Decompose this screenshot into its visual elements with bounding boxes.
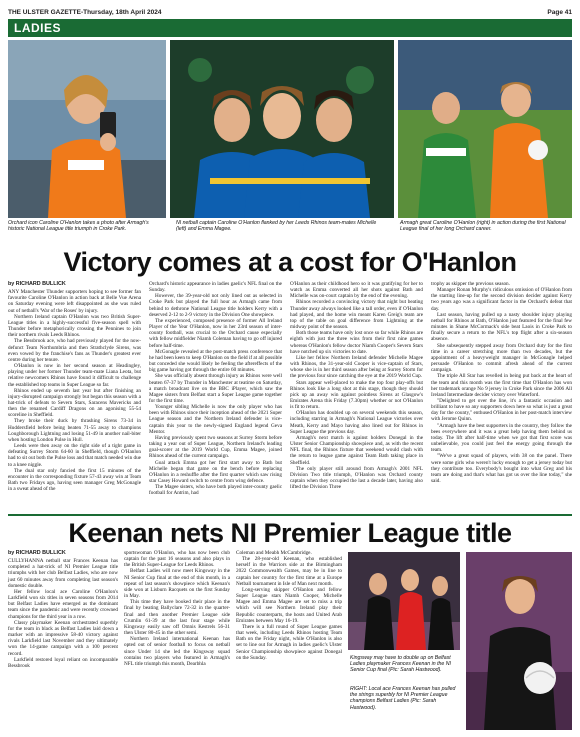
- story1-paragraph: Armagh's next match is against holders Donegal in the Ulster Senior Championship showpiece and, as with the recent NFL final, the Rhinos fixture that weekend would clash with the return to league game against Team Bath taking place in Sheffield.: [290, 434, 423, 466]
- story2-paragraph: sportswoman O'Hanlon, who has now been club captain for the past 16 seasons and also plays in the British Super-League for Leeds Rhinos.: [124, 550, 230, 569]
- story2-paragraph: CULLYHANNA netball star Frances Keenan has completed a hat-trick of NI Premier League title triumphs with her club Belfast Ladies, who are now just 60 minutes away from completing last season's domestic double.: [8, 558, 118, 589]
- story1-paragraph: The dual star only fancied the first 15 minutes of the encounter in the corresponding fixture 57-43 away win at Team Bath two Fridays ago, having seen manager Greg McGonagle in a sweat ahead of the: [8, 467, 141, 493]
- story1-paragraph: Northern Ireland captain O'Hanlon was two British Super-League titles in a highly-successful five-season spell with Thunder before metaphorically crossing the Pennines to join their northern rivals Leeds Rhinos.: [8, 313, 141, 339]
- story2-paragraph: The 28-year-old Keenan, who established herself in the Warriors side at the Birmingham 2022 Commonwealth Games, may be in line to captain her country for the first time at a Europe Netball tournament in Isle of Man next month.: [236, 556, 342, 587]
- photo-rhinos-teammates: [170, 40, 394, 218]
- story1-paragraph: trophy as skipper the previous season.: [431, 281, 510, 287]
- story1-paragraph: The only player still around from Armagh's 2001 NFL Division Two title triumph, O'Hanlon was Orchard county captain when they occupied the last a decade later, having also lifted the Division Three: [290, 465, 423, 491]
- story1-paragraph: Younger sibling Michelle is now the only player who has been with Rhinos since their inception ahead of the 2021 Super League season and the Northern Ireland defender is vice-captain this year to the newly-signed England legend Geva Mentor.: [149, 404, 282, 435]
- story1-paragraph: The Magee sisters, who have both played inter-county gaelic football for Antrim, had: [149, 484, 282, 497]
- story2-byline: by RICHARD BULLICK: [8, 550, 66, 556]
- story2-paragraph: Larkfield restored loyal reliant on incomparable Bessbrook: [8, 656, 118, 669]
- photo-caroline-selfie: [8, 40, 166, 218]
- story1-paragraph: Rhinos ended up seventh last year but after finishing an injury-disrupted campaign strongly but began this season with a hat-trick of defeats to Severn Stars, Saracens Mavericks and then the renamed Cardiff Dragons on an agonising 55-54 scoreline in Sheffield.: [8, 387, 141, 419]
- story2-paragraph: Long-serving skipper O'Hanlon and fellow Super League stars Niamh Cooper, Michelle Magee and Emma Magee are set to miss a trip which will see Northern Ireland play their Republic counterparts, the hosts and United Arab Emirates between May 16-19.: [236, 586, 342, 624]
- paper-date: THE ULSTER GAZETTE-Thursday, 18th April 2024: [8, 8, 162, 16]
- story1-paragraph: Like her fellow Northern Ireland defender Michelle Magee with Rhinos, the 31-year-old Cooper is vice-captain of Stars, whose she is in her third season after being at Surrey Storm for the previous four since catching the eye at the 2019 World Cup.: [290, 354, 423, 380]
- story1-paragraph: Manager Ronan Murphy's ridiculous omission of O'Hanlon from the starting line-up for the second division decider against Kerry two years ago was a significant factor in the Orchard's defeat that day.: [431, 287, 572, 312]
- story1-paragraph: "We've a great squad of players, with 38 on the panel. There were some girls who weren't lucky enough to get a jersey today but they contribute too. Everybody's bought into what Greg and his team are doing and that's what has got us over the line today," she said.: [431, 453, 572, 484]
- section-title: LADIES: [14, 21, 62, 35]
- caption-photo-3: Armagh great Caroline O'Hanlon (right) in action during the first National League final of her long Orchard career.: [400, 220, 566, 233]
- story1-column-3: [290, 281, 423, 490]
- story1-paragraph: The triple All Star has revelled in being put back at the heart of the team and this month was the first time that O'Hanlon has won her trademark orange No 9 jersey in Croke Park since the 2006 All Ireland Intermediate decider victory over Waterford.: [431, 373, 572, 398]
- story2-paragraph: Coleman and Meabh McCambridge.: [236, 550, 312, 556]
- story1-paragraph: The experienced, composed presence of former All Ireland Player of the Year O'Hanlon, now in her 23rd season of inter-county football, was crucial to the Orchard cause especially with fellow midfielder Niamh Coleman having to go off injured before half-time.: [149, 317, 282, 349]
- story1-paragraph: Last season, having pulled up a nasty shoulder injury playing netball for Rhinos at Bath, O'Hanlon just featured for the final few minutes in Shane McCormack's side beat Laois in Croke Park to finally secure a return to the NFL's top flight after a six-season absence.: [431, 311, 572, 343]
- photo-ohanlon-action: [398, 40, 572, 218]
- story1-paragraph: Having previously spent two seasons at Surrey Storm before taking a year out of Super League, Northern Ireland's leading goal-scorer at the 2019 World Cup, Emma Magee, joined Rhinos ahead of the current campaign.: [149, 434, 282, 460]
- photo-keenan-action: [348, 552, 460, 650]
- story-divider: [8, 514, 572, 516]
- story2-paragraph: Belfast Ladies will now meet Kingsway in the NI Senior Cup final at the end of this month, in a repeat of last season's showpiece which Keenan's side won at Lisburn Racquets on the first Sunday in May.: [124, 568, 230, 600]
- story2-headline: Keenan nets NI Premier League title: [68, 518, 512, 548]
- story2-paragraph: Northern Ireland international Keenan has opted out of senior football to focus on netball since Under 14 she led the Kingsway squad contains two players who featured in Armagh's NFL title triumph this month, Dearbhla: [124, 636, 230, 667]
- masthead: [8, 6, 572, 18]
- story1-paragraph: Goal attack Emma got her first start away to Bath but Michelle began that game on the bench before replacing O'Hanlon in a reshuffle after the first quarter which saw rising star Casey Howard switch to centre from wing defence.: [149, 459, 282, 484]
- story1-byline: by RICHARD BULLICK: [8, 281, 66, 287]
- story2-column-1: [8, 550, 118, 669]
- story1-paragraph: Orchard's historic appearance in ladies gaelic's NFL final on the Sunday.: [149, 281, 282, 294]
- story2-paragraph: Her fellow local ace Caroline O'Hanlon's Larkfield won six titles in seven seasons from 2014 but Belfast Ladies have emerged as the dominant team since the pandemic and were recently crowned champions for the third year in a row.: [8, 588, 118, 620]
- story1-column-4: [431, 281, 572, 484]
- story1-paragraph: She subsequently stepped away from Orchard duty for the first time in a career stretching more than two decades, but the appointment of a heavyweight manager in McGonagle helped persuade O'Hanlon to commit afresh ahead of the current campaign.: [431, 342, 572, 374]
- caption-photo-2: NI netball captain Caroline O'Hanlon flanked by her Leeds Rhinos team-mates Michelle (left) and Emma Magee.: [176, 220, 377, 233]
- story1-paragraph: She was officially absent through injury as Rhinos were well beaten 67-37 by Thunder in Manchester at teatime on Saturday, a match broadcast live on the BBC iPlayer, which saw the Magee sisters from Belfast start a Super League game together for the first time.: [149, 373, 282, 404]
- story1-paragraph: O'Hanlon is now in her second season at Headingley, playing under her former Thunder team-mate Liana Leota, but relative newcomers Rhinos have found it difficult to challenge the established top teams in Super League so far.: [8, 363, 141, 388]
- caption-photo-4: Kingsway may have to double up on Belfast Ladies playmaker Frances Keenan in the NI Senior Cup final (Pic: Sarah Hastwood).: [350, 655, 451, 674]
- story1-paragraph: The Bessbrook ace, who had previously played for the now-defunct Team Northumbria and then Strathclyde Sirens, was even vowed by the franchise's fans as Thunder's greatest ever centre during her tenure.: [8, 338, 141, 363]
- story1-paragraph: Both those teams have only lost once so far while Rhinos are eighth with just the three wins from their first nine games whereas O'Hanlon's fellow doctor Niamh Cooper's Severn Stars have notched up six victories to date.: [290, 330, 423, 355]
- story2-paragraph: This time they have booked their place in the final by beating Ballyclare 72-32 in the quarter-final and then another Premier League side Crumlin 61-39 at the last four stage while Kingsway easily saw off Omnis Kestrels 56-31 then Ulster 80-45 in the other semi.: [124, 599, 230, 637]
- story1-paragraph: McGonagle revealed at the post-match press conference that he had been keen to keep O'Hanlon on the field if at all possible but conceded she would likely be feeling the aftereffects of the big game having got through the entire 60 minutes.: [149, 348, 282, 374]
- story1-column-2: [149, 281, 282, 496]
- story2-column-2: [124, 550, 230, 667]
- page-number: Page 41: [547, 8, 572, 16]
- story1-paragraph: O'Hanlon has doubled up on several weekends this season, including starring in Armagh's National League victories over Meath, Kerry and Mayo having also lined out for Rhinos in Super League the previous day.: [290, 410, 423, 435]
- caption-photo-1: Orchard icon Caroline O'Hanlon takes a photo after Armagh's historic National League title triumph in Croke Park.: [8, 220, 149, 233]
- story1-paragraph: "Delighted to get over the line, it's a fantastic occasion and brilliant to have so any supporters down here so what is just a great day for the county," enthused O'Hanlon in her post-match interview with Jerome Quinn.: [431, 397, 572, 423]
- story1-paragraph: Leeds were then away on the right side of a tight game in defeating Surrey Storm 64-60 in Sheffield, though O'Hanlon had to sit out both the Pulse loss and that match needed win due to a knee niggle.: [8, 443, 141, 468]
- photo-keenan-portrait: [466, 552, 572, 730]
- story1-column-1: [8, 281, 141, 492]
- story1-paragraph: Stars appear well-placed to make the top four play-offs but Rhinos look like a long shot at this stage, though they should pick up an away win against pointless Sirens at Glasgow's Emirates Arena this Friday (7.30pm) whether or not O'Hanlon is fit to return.: [290, 379, 423, 411]
- story1-headline: Victory comes at a cost for O'Hanlon: [63, 247, 517, 277]
- story1-paragraph: They broke their duck by thrashing Sirens 73-34 in Huddersfield before being beaten 71-55 away to champions Loughborough Lightning and losing 51-49 in another nail-biter when hosting London Pulse in Hull.: [8, 418, 141, 443]
- section-bar: [8, 19, 572, 37]
- story1-paragraph: O'Hanlon as their childhood hero so it was gratifying for her to watch as Emma converted all her shots against Bath and Michelle was on-court captain by the end of the evening.: [290, 281, 423, 300]
- story2-paragraph: There is a full round of Super League games that week, including Leeds Rhinos hosting Team Bath on the Friday night, while O'Hanlon is also set to line out for Armagh in ladies gaelic's Ulster Senior Championship showpiece against Donegal on the Sunday.: [236, 623, 342, 661]
- story2-column-3: [236, 550, 342, 661]
- story1-paragraph: However, the 39-year-old not only lined out as selected in Croke Park but played the full hour as Armagh came from behind to dethrone National League title holders Kerry with a deserved 2-12 to 2-9 victory in the Division One showpiece.: [149, 293, 282, 318]
- story2-paragraph: Classy playmaker Keenan orchestrated superbly for the team in black as Belfast Ladies laid down a marker with an impressive 58-40 victory against rivals Larkfield last November and they ultimately won the 14-game campaign with a 100 percent record.: [8, 619, 118, 657]
- story1-paragraph: ANY Manchester Thunder supporters hoping to see former fan favourite Caroline O'Hanlon in action back at Belle Vue Arena on Saturday evening were left disappointed as she was ruled out of netball's 'War of the Roses' by injury.: [8, 289, 141, 314]
- caption-photo-5: RIGHT: Local ace Frances Keenan has pulled the strings superbly for NI Premier League champions Belfast Ladies (Pic: Sarah Hastwood).: [350, 686, 456, 711]
- story1-paragraph: Rhinos recorded a convincing victory that night but beating Thunder away always looked like a tall order, even if O'Hanlon had played, and the home win meant Karen Greig's team are top of the table on goal difference from Lightning at the midway point of the season.: [290, 299, 423, 331]
- story1-paragraph: "Armagh have the best supporters in the country, they follow the bees everywhere and it was a great help having them behind us today. The lift after half-time when we got that first score was unbelievable, you could just feel the energy going through the team.: [431, 422, 572, 454]
